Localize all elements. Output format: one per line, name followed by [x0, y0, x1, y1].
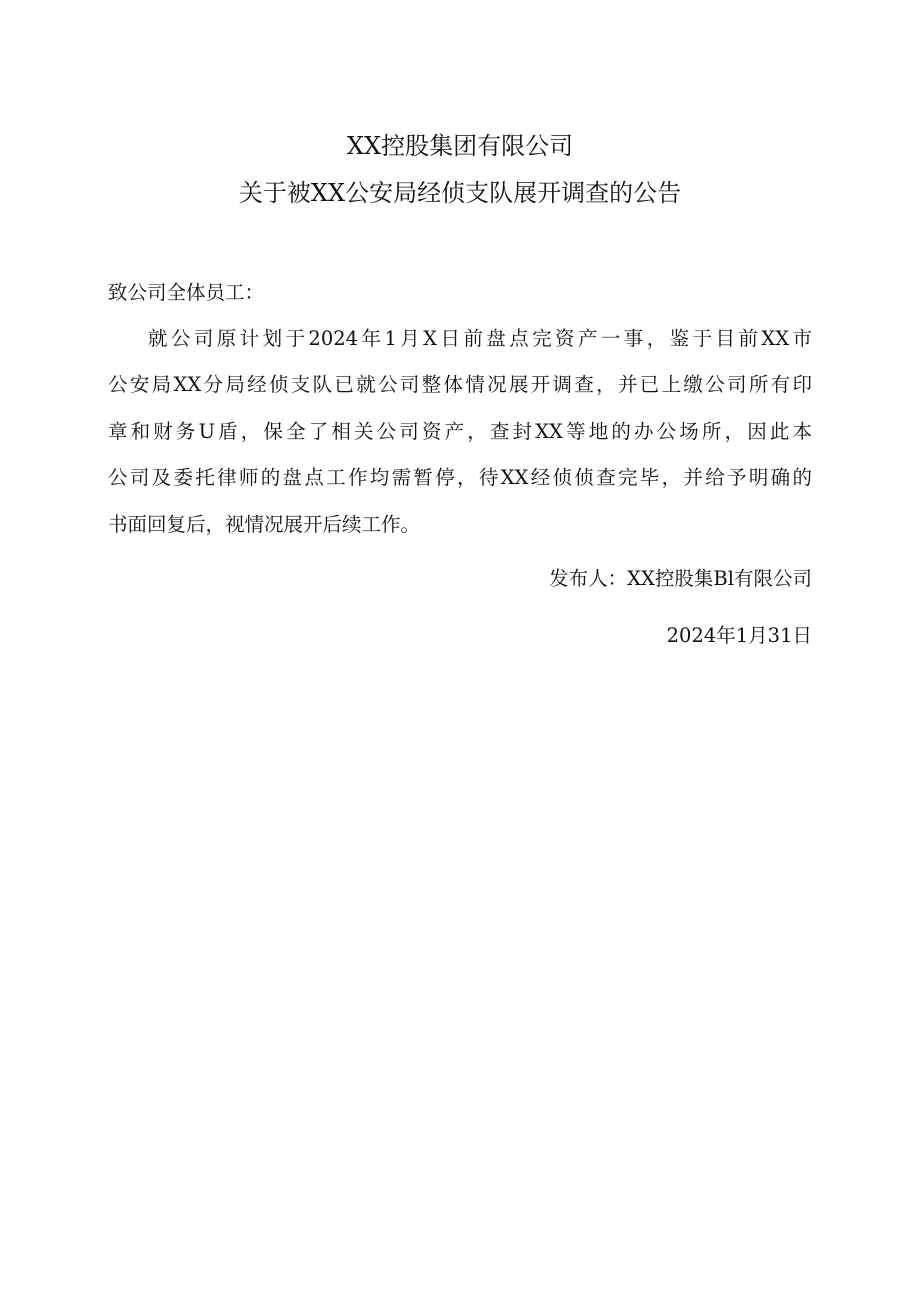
body-text-line: 书面回复后，视情况展开后续工作。	[108, 513, 421, 536]
body-text-line: 就公司原计划于2024年1月X日前盘点完资产一事，鉴于目前XX市	[148, 327, 812, 350]
salutation: 致公司全体员工：	[108, 281, 265, 304]
document-title-announcement: 关于被XX公安局经侦支队展开调查的公告	[238, 179, 682, 207]
body-text-line: 章和财务U盾，保全了相关公司资产，查封XX等地的办公场所，因此本	[108, 420, 812, 443]
publish-date: 2024年1月31日	[666, 624, 812, 647]
document-title-company: XX控股集团有限公司	[346, 132, 574, 160]
publisher-signature: 发布人：XX控股集Bl有限公司	[549, 567, 812, 590]
body-text-line: 公司及委托律师的盘点工作均需暂停，待XX经侦侦查完毕，并给予明确的	[108, 466, 812, 489]
body-text-line: 公安局XX分局经侦支队已就公司整体情况展开调查，并已上缴公司所有印	[108, 373, 812, 396]
